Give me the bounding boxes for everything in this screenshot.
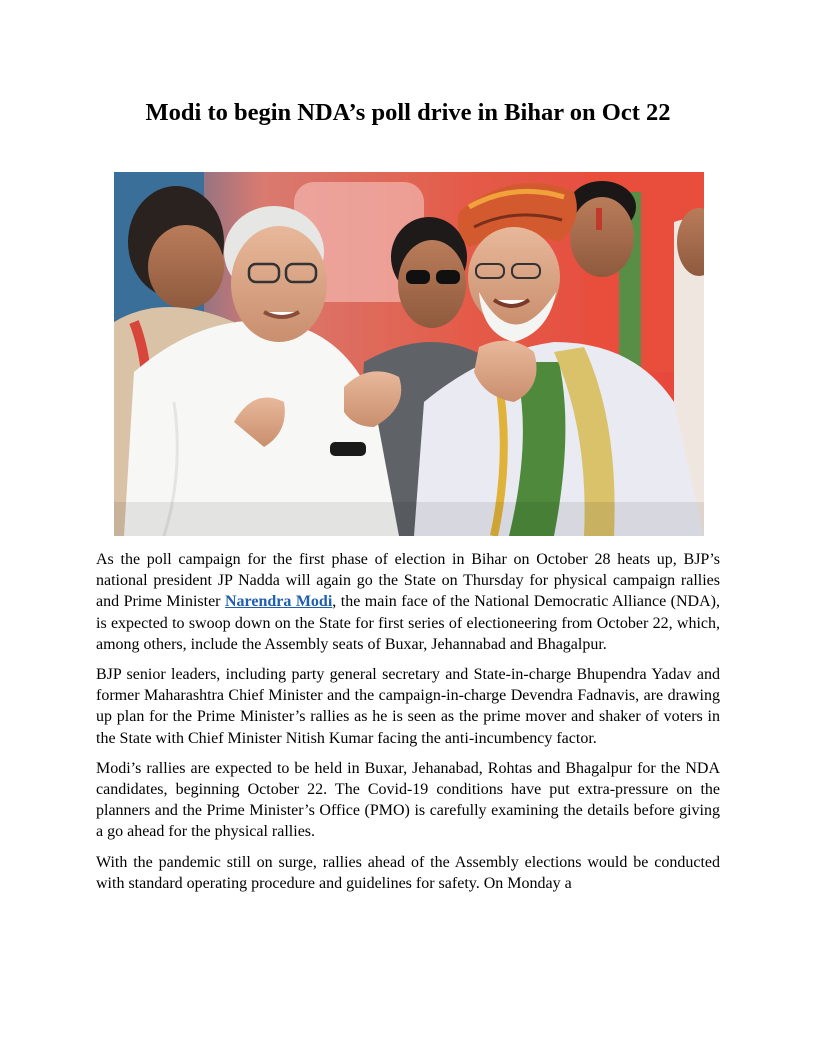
- narendra-modi-link[interactable]: Narendra Modi: [224, 593, 333, 611]
- article-photo: [114, 172, 704, 536]
- photo-illustration: [114, 172, 704, 536]
- paragraph-1: [96, 549, 720, 655]
- article-title: Modi to begin NDA’s poll drive in Bihar on Oct 22: [145, 99, 671, 126]
- paragraph-3: Modi’s rallies are expected to be held in Buxar, Jehanabad, Rohtas and Bhagalpur for the NDA candidates, beginning October 22. The Covid-19 conditions have put extra-pressure on the planners and the Prime Minister’s Office (PMO) is carefully examining the details before giving a go ahead for the physical rallies.: [96, 759, 720, 841]
- paragraph-4: With the pandemic still on surge, rallies ahead of the Assembly elections would be conducted with standard operating procedure and guidelines for safety. On Monday a: [96, 853, 720, 892]
- paragraph-2: BJP senior leaders, including party general secretary and State-in-charge Bhupendra Yadav and former Maharashtra Chief Minister and the campaign-in-charge Devendra Fadnavis, are drawing up plan for the Prime Minister’s rallies as he is seen as the prime mover and shaker of voters in the State with Chief Minister Nitish Kumar facing the anti-incumbency factor.: [96, 666, 720, 747]
- paragraph-1-text-before: As the poll campaign for the first phase of election in Bihar on October 28 heats up, BJP’s national president JP Nadda will again go the State on Thursday for physical campaign rallies and Prime Minister: [96, 551, 720, 611]
- paragraph-1-text-after: , the main face of the National Democratic Alliance (NDA), is expected to swoop down on the State for first series of electioneering from October 22, which, among others, include the Assembly seats of Buxar, Jehannabad and Bhagalpur.: [96, 593, 720, 653]
- article-body: [96, 549, 720, 903]
